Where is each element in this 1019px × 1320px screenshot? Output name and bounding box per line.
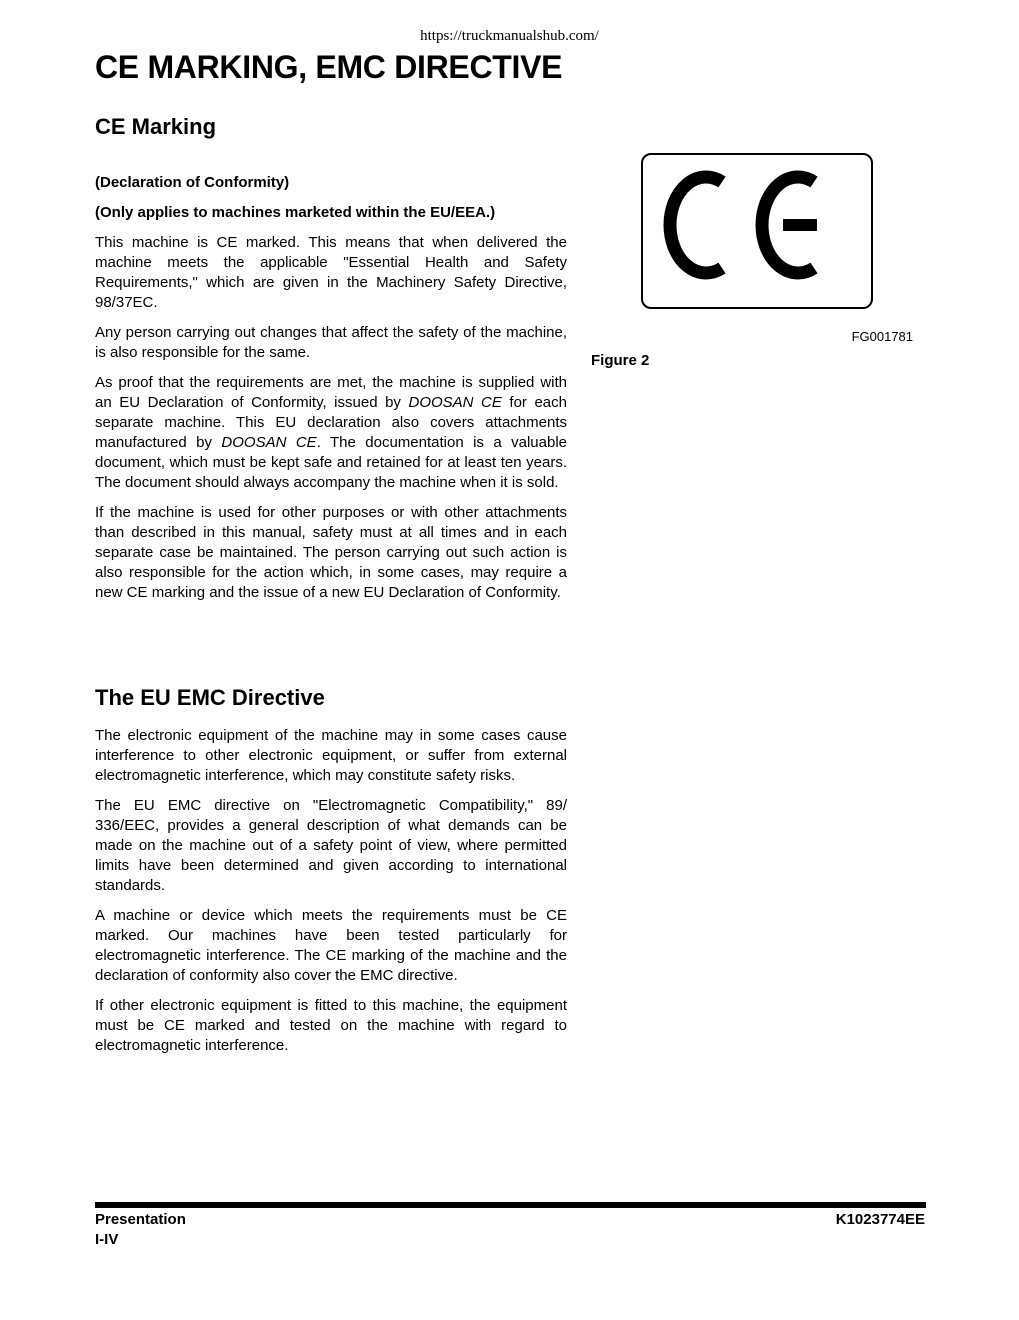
figure-code: FG001781 <box>851 329 913 344</box>
ce-paragraph-1: This machine is CE marked. This means that when delivered the machine meets the applicable "Essential Health and Safety Requirements," which are given in the Machinery Safety Directive, 98/37EC. <box>95 234 567 311</box>
declaration-subheading: (Declaration of Conformity) <box>95 174 290 191</box>
section-heading-emc-directive: The EU EMC Directive <box>95 685 325 710</box>
eu-eea-note: (Only applies to machines marketed within the EU/EEA.) <box>95 204 496 221</box>
ce-paragraph-2: Any person carrying out changes that affect the safety of the machine, is also responsible for the same. <box>95 324 567 361</box>
ce-paragraph-3-part-c: . The documentation is a valuable document, which must be kept safe and retained for at least ten years. The document should always accompany the machine when it is sold. <box>95 434 567 491</box>
emc-paragraph-1: The electronic equipment of the machine may in some cases cause interference to other electronic equipment, or suffer from external electromagnetic interference, which may constitute safety risks. <box>95 727 567 784</box>
footer-section-name: Presentation <box>95 1211 186 1228</box>
brand-name: DOOSAN CE <box>408 394 502 411</box>
emc-paragraph-4: If other electronic equipment is fitted to this machine, the equipment must be CE marked and tested on the machine with regard to electromagnetic interference. <box>95 997 567 1054</box>
ce-paragraph-3 <box>95 373 567 493</box>
footer-page-number: I-IV <box>95 1231 119 1248</box>
ce-paragraph-3-part-b: for each separate machine. This EU declaration also covers attachments manufactured by <box>95 394 567 451</box>
ce-paragraph-3-part-a: As proof that the requirements are met, the machine is supplied with an EU Declaration of Conformity, issued by <box>95 374 567 411</box>
page-title: CE MARKING, EMC DIRECTIVE <box>95 49 563 85</box>
ce-mark-figure <box>641 153 873 309</box>
brand-name: DOOSAN CE <box>221 434 317 451</box>
figure-caption: Figure 2 <box>591 352 650 369</box>
ce-paragraph-4: If the machine is used for other purposes or with other attachments than described in this manual, safety must at all times and in each separate case be maintained. The person carrying out such action is also responsible for the action which, in some cases, may require a new CE marking and the issue of a new EU Declaration of Conformity. <box>95 504 567 601</box>
emc-directive-body <box>95 726 567 1066</box>
emc-paragraph-2: The EU EMC directive on "Electromagnetic Compatibility," 89/ 336/EEC, provides a general description of what demands can be made on the machine out of a safety point of view, where permitted limits have been determined and given according to international standards. <box>95 797 567 894</box>
source-url: https://truckmanualshub.com/ <box>420 28 599 44</box>
ce-mark-logo-icon <box>643 155 871 307</box>
footer-document-code: K1023774EE <box>835 1211 925 1228</box>
section-heading-ce-marking: CE Marking <box>95 114 217 139</box>
emc-paragraph-3: A machine or device which meets the requirements must be CE marked. Our machines have been tested particularly for electromagnetic interference. The CE marking of the machine and the declaration of conformity also cover the EMC directive. <box>95 907 567 984</box>
ce-marking-body <box>95 233 567 613</box>
footer-rule <box>95 1202 926 1208</box>
